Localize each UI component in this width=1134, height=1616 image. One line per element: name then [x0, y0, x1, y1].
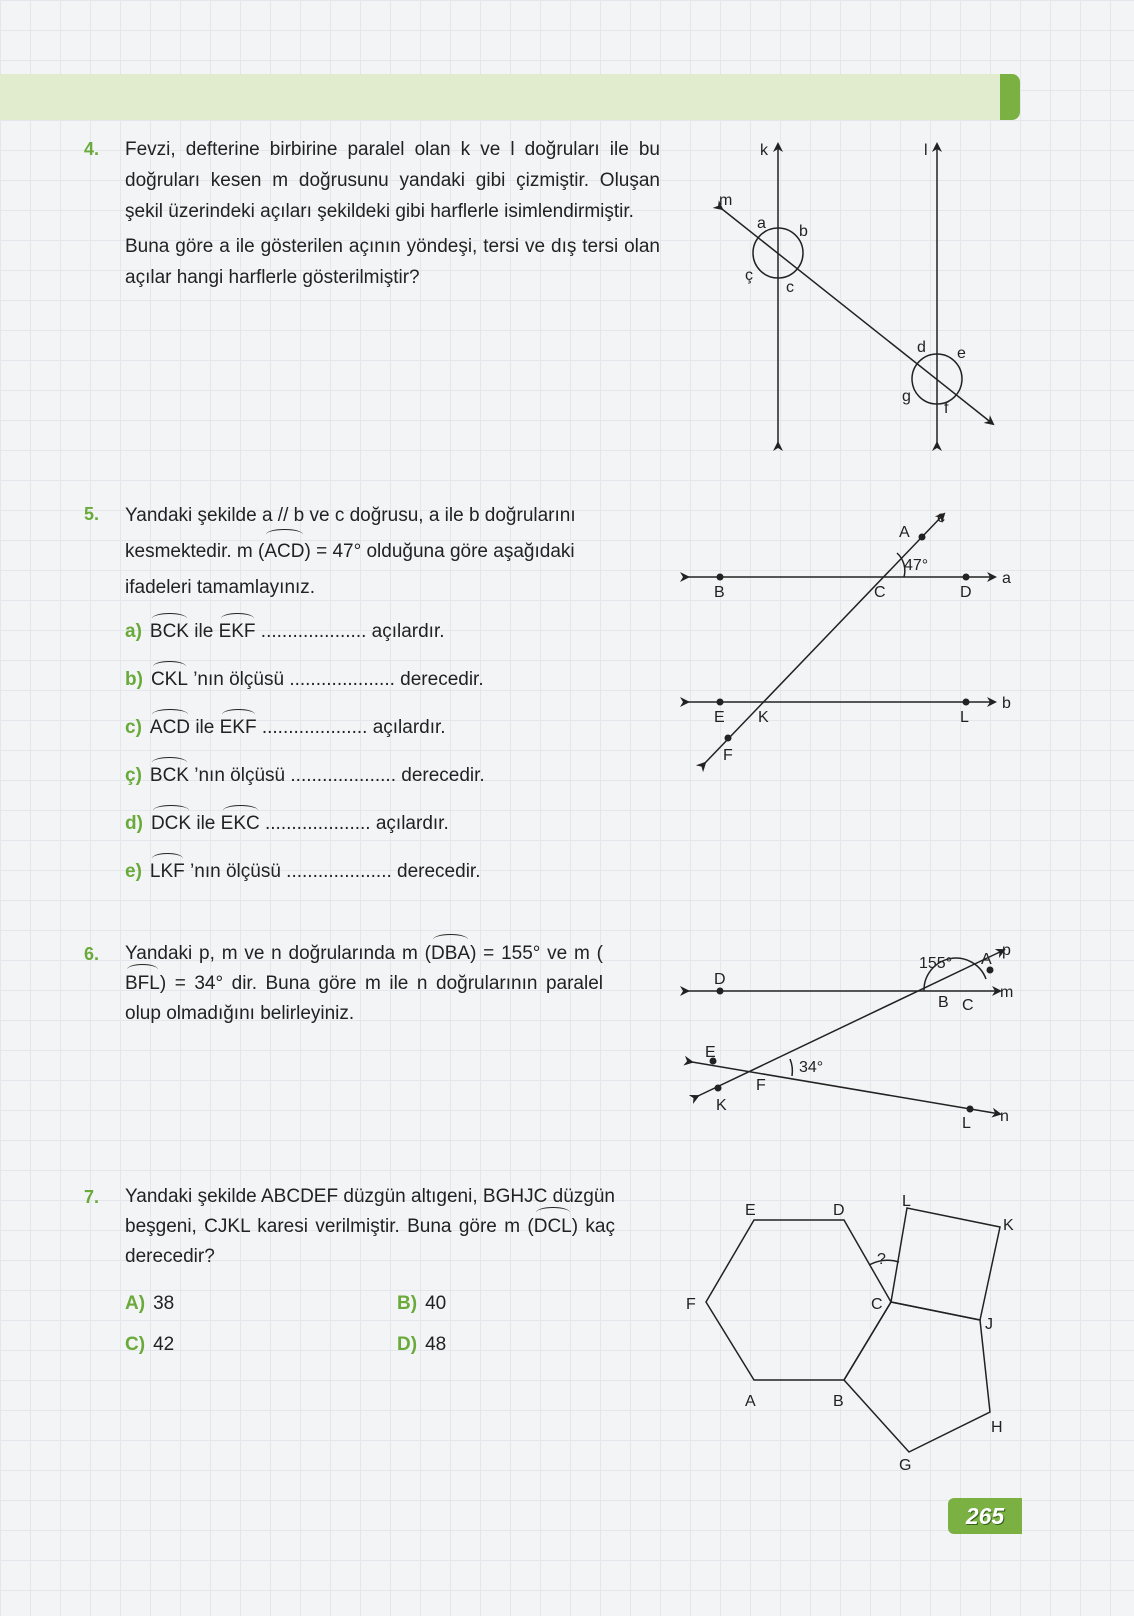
label-d: d — [917, 339, 926, 356]
point-f — [725, 735, 732, 742]
q5-item-label: a) — [125, 621, 142, 642]
q5-item-end: derecedir. — [397, 861, 481, 882]
q5-item-end: açılardır. — [372, 717, 446, 738]
q5-angle-acd: ACD — [264, 534, 304, 570]
q7-figure — [706, 1208, 1000, 1452]
label-G: G — [899, 1457, 912, 1474]
answer-blank[interactable]: .................... — [260, 621, 367, 642]
option-value: 40 — [425, 1293, 447, 1314]
q4-text-1: Fevzi, defterine birbirine paralel olan k ve l doğruları ile bu doğruları kesen m doğrusunu yandaki gibi çizmiştir. Oluşan şekil üzerindeki açıları şekildeki gibi harflerle isimlendirmiştir. — [125, 139, 660, 222]
angle-name: LKF — [150, 858, 185, 886]
line-p — [698, 950, 1004, 1096]
option-label: D) — [397, 1334, 418, 1355]
label-C: C — [962, 997, 974, 1014]
angle-arc-34 — [790, 1059, 792, 1076]
q5-item-label: ç) — [125, 765, 142, 786]
q5-item-end: açılardır. — [371, 621, 445, 642]
angle-name: EKC — [221, 810, 260, 838]
q5-text-pre: Yandaki şekilde a // b ve c doğrusu, a ile b doğrularını kesmektedir. m ( — [125, 505, 576, 562]
label-C: C — [871, 1296, 883, 1313]
option-label: A) — [125, 1293, 146, 1314]
label-k: k — [760, 142, 768, 159]
angle-name: EKF — [219, 618, 256, 646]
q5-item-mid: ’nın ölçüsü — [193, 669, 285, 690]
q7-text-1: Yandaki şekilde ABCDEF düzgün altıgeni, BGHJC düzgün beşgeni, CJKL karesi verilmiştir. Buna göre m ( — [125, 1186, 615, 1237]
label-b: b — [1002, 695, 1011, 712]
q5-item-mid: ile — [195, 717, 215, 738]
q7-text-2: ) kaç derecedir? — [125, 1216, 615, 1267]
q6-figure — [688, 950, 1004, 1114]
label-c: c — [786, 279, 794, 296]
label-m: m — [1000, 984, 1014, 1001]
label-L: L — [960, 709, 969, 726]
label-E: E — [745, 1202, 756, 1219]
label-B: B — [938, 994, 949, 1011]
option-value: 38 — [153, 1293, 175, 1314]
option-label: C) — [125, 1334, 146, 1355]
label-34: 34° — [799, 1059, 824, 1076]
label-155: 155° — [919, 955, 953, 972]
q5-item-end: derecedir. — [401, 765, 485, 786]
point-d — [717, 988, 724, 995]
angle-name: DCK — [151, 810, 191, 838]
q5-item-end: derecedir. — [400, 669, 484, 690]
label-F: F — [756, 1077, 766, 1094]
label-g: g — [902, 388, 911, 405]
label-m: m — [719, 192, 733, 209]
label-F: F — [723, 747, 733, 764]
label-B: B — [714, 584, 725, 601]
point-k — [715, 1085, 722, 1092]
label-D: D — [833, 1202, 845, 1219]
label-l: l — [924, 142, 928, 159]
q4-figure — [722, 144, 993, 443]
label-D: D — [714, 971, 726, 988]
answer-blank[interactable]: .................... — [290, 765, 396, 786]
answer-blank[interactable]: .................... — [289, 669, 395, 690]
q5-item-label: c) — [125, 717, 142, 738]
answer-blank[interactable]: .................... — [261, 717, 368, 738]
answer-blank[interactable]: .................... — [265, 813, 371, 834]
label-C: C — [874, 584, 886, 601]
label-F: F — [686, 1296, 696, 1313]
option-value: 42 — [153, 1334, 175, 1355]
option-label: B) — [397, 1293, 418, 1314]
q5-item-label: e) — [125, 861, 142, 882]
label-D: D — [960, 584, 972, 601]
q5-figure — [688, 514, 995, 763]
label-47: 47° — [904, 557, 929, 574]
label-E: E — [705, 1044, 716, 1061]
line-m — [722, 209, 993, 424]
label-b: b — [799, 223, 808, 240]
q6-angle-bfl: BFL — [125, 969, 160, 999]
page-number: 265 — [965, 1503, 1005, 1529]
label-B: B — [833, 1393, 844, 1410]
label-A: A — [981, 951, 992, 968]
line-n — [692, 1062, 1000, 1114]
q5-text-post: ) = 47° olduğuna göre aşağıdaki ifadeleri tamamlayınız. — [125, 541, 575, 598]
label-K: K — [716, 1097, 727, 1114]
q6-text-2: ) = 155° ve m ( — [470, 943, 603, 964]
answer-blank[interactable]: .................... — [286, 861, 392, 882]
label-a: a — [1002, 570, 1011, 587]
q6-angle-dba: DBA — [431, 939, 470, 969]
label-L: L — [962, 1115, 971, 1132]
square-cjkl — [891, 1208, 1000, 1320]
label-K: K — [758, 709, 769, 726]
label-e: e — [957, 345, 966, 362]
q5-item-mid: ’nın ölçüsü — [194, 765, 286, 786]
q5-item-end: açılardır. — [375, 813, 449, 834]
label-f: f — [944, 400, 949, 417]
label-a: a — [757, 215, 766, 232]
q6-number: 6. — [84, 944, 100, 964]
label-A: A — [899, 524, 910, 541]
label-J: J — [985, 1316, 993, 1333]
angle-name: BCK — [150, 618, 189, 646]
option-value: 48 — [425, 1334, 447, 1355]
label-A: A — [745, 1393, 756, 1410]
label-K: K — [1003, 1217, 1014, 1234]
page-number-badge — [948, 1498, 1022, 1534]
q5-item-label: d) — [125, 813, 143, 834]
q5-item-mid: ile — [194, 621, 214, 642]
label-H: H — [991, 1419, 1003, 1436]
label-c: c — [937, 509, 945, 526]
label-n: n — [1000, 1108, 1009, 1125]
point-l — [963, 699, 970, 706]
q7-angle-dcl: DCL — [534, 1212, 572, 1242]
angle-name: EKF — [220, 714, 257, 742]
label-L: L — [902, 1193, 911, 1210]
point-d — [963, 574, 970, 581]
q7-number: 7. — [84, 1187, 100, 1207]
q5-item-mid: ’nın ölçüsü — [190, 861, 281, 882]
label-question: ? — [877, 1251, 886, 1268]
line-c — [705, 514, 944, 763]
angle-name: BCK — [150, 762, 189, 790]
q6-text-3: ) = 34° dir. Buna göre m ile n doğrularının paralel olup olmadığını belirleyiniz. — [125, 973, 603, 1024]
q5-item-label: b) — [125, 669, 143, 690]
point-e — [717, 699, 724, 706]
label-p: p — [1002, 942, 1011, 959]
q6-text-1: Yandaki p, m ve n doğrularında m ( — [125, 943, 431, 964]
angle-name: ACD — [150, 714, 190, 742]
angle-name: CKL — [151, 666, 188, 694]
q5-number: 5. — [84, 504, 100, 524]
pentagon-bghjc — [844, 1302, 990, 1452]
label-cc: ç — [745, 267, 753, 284]
q4-number: 4. — [84, 139, 100, 159]
q5-item-mid: ile — [196, 813, 216, 834]
point-l — [967, 1106, 974, 1113]
label-E: E — [714, 709, 725, 726]
hexagon-abcdef — [706, 1220, 891, 1380]
q4-text-2: Buna göre a ile gösterilen açının yöndeşi, tersi ve dış tersi olan açılar hangi harflerle gösterilmiştir? — [125, 236, 660, 288]
point-a — [919, 534, 926, 541]
point-b — [717, 574, 724, 581]
